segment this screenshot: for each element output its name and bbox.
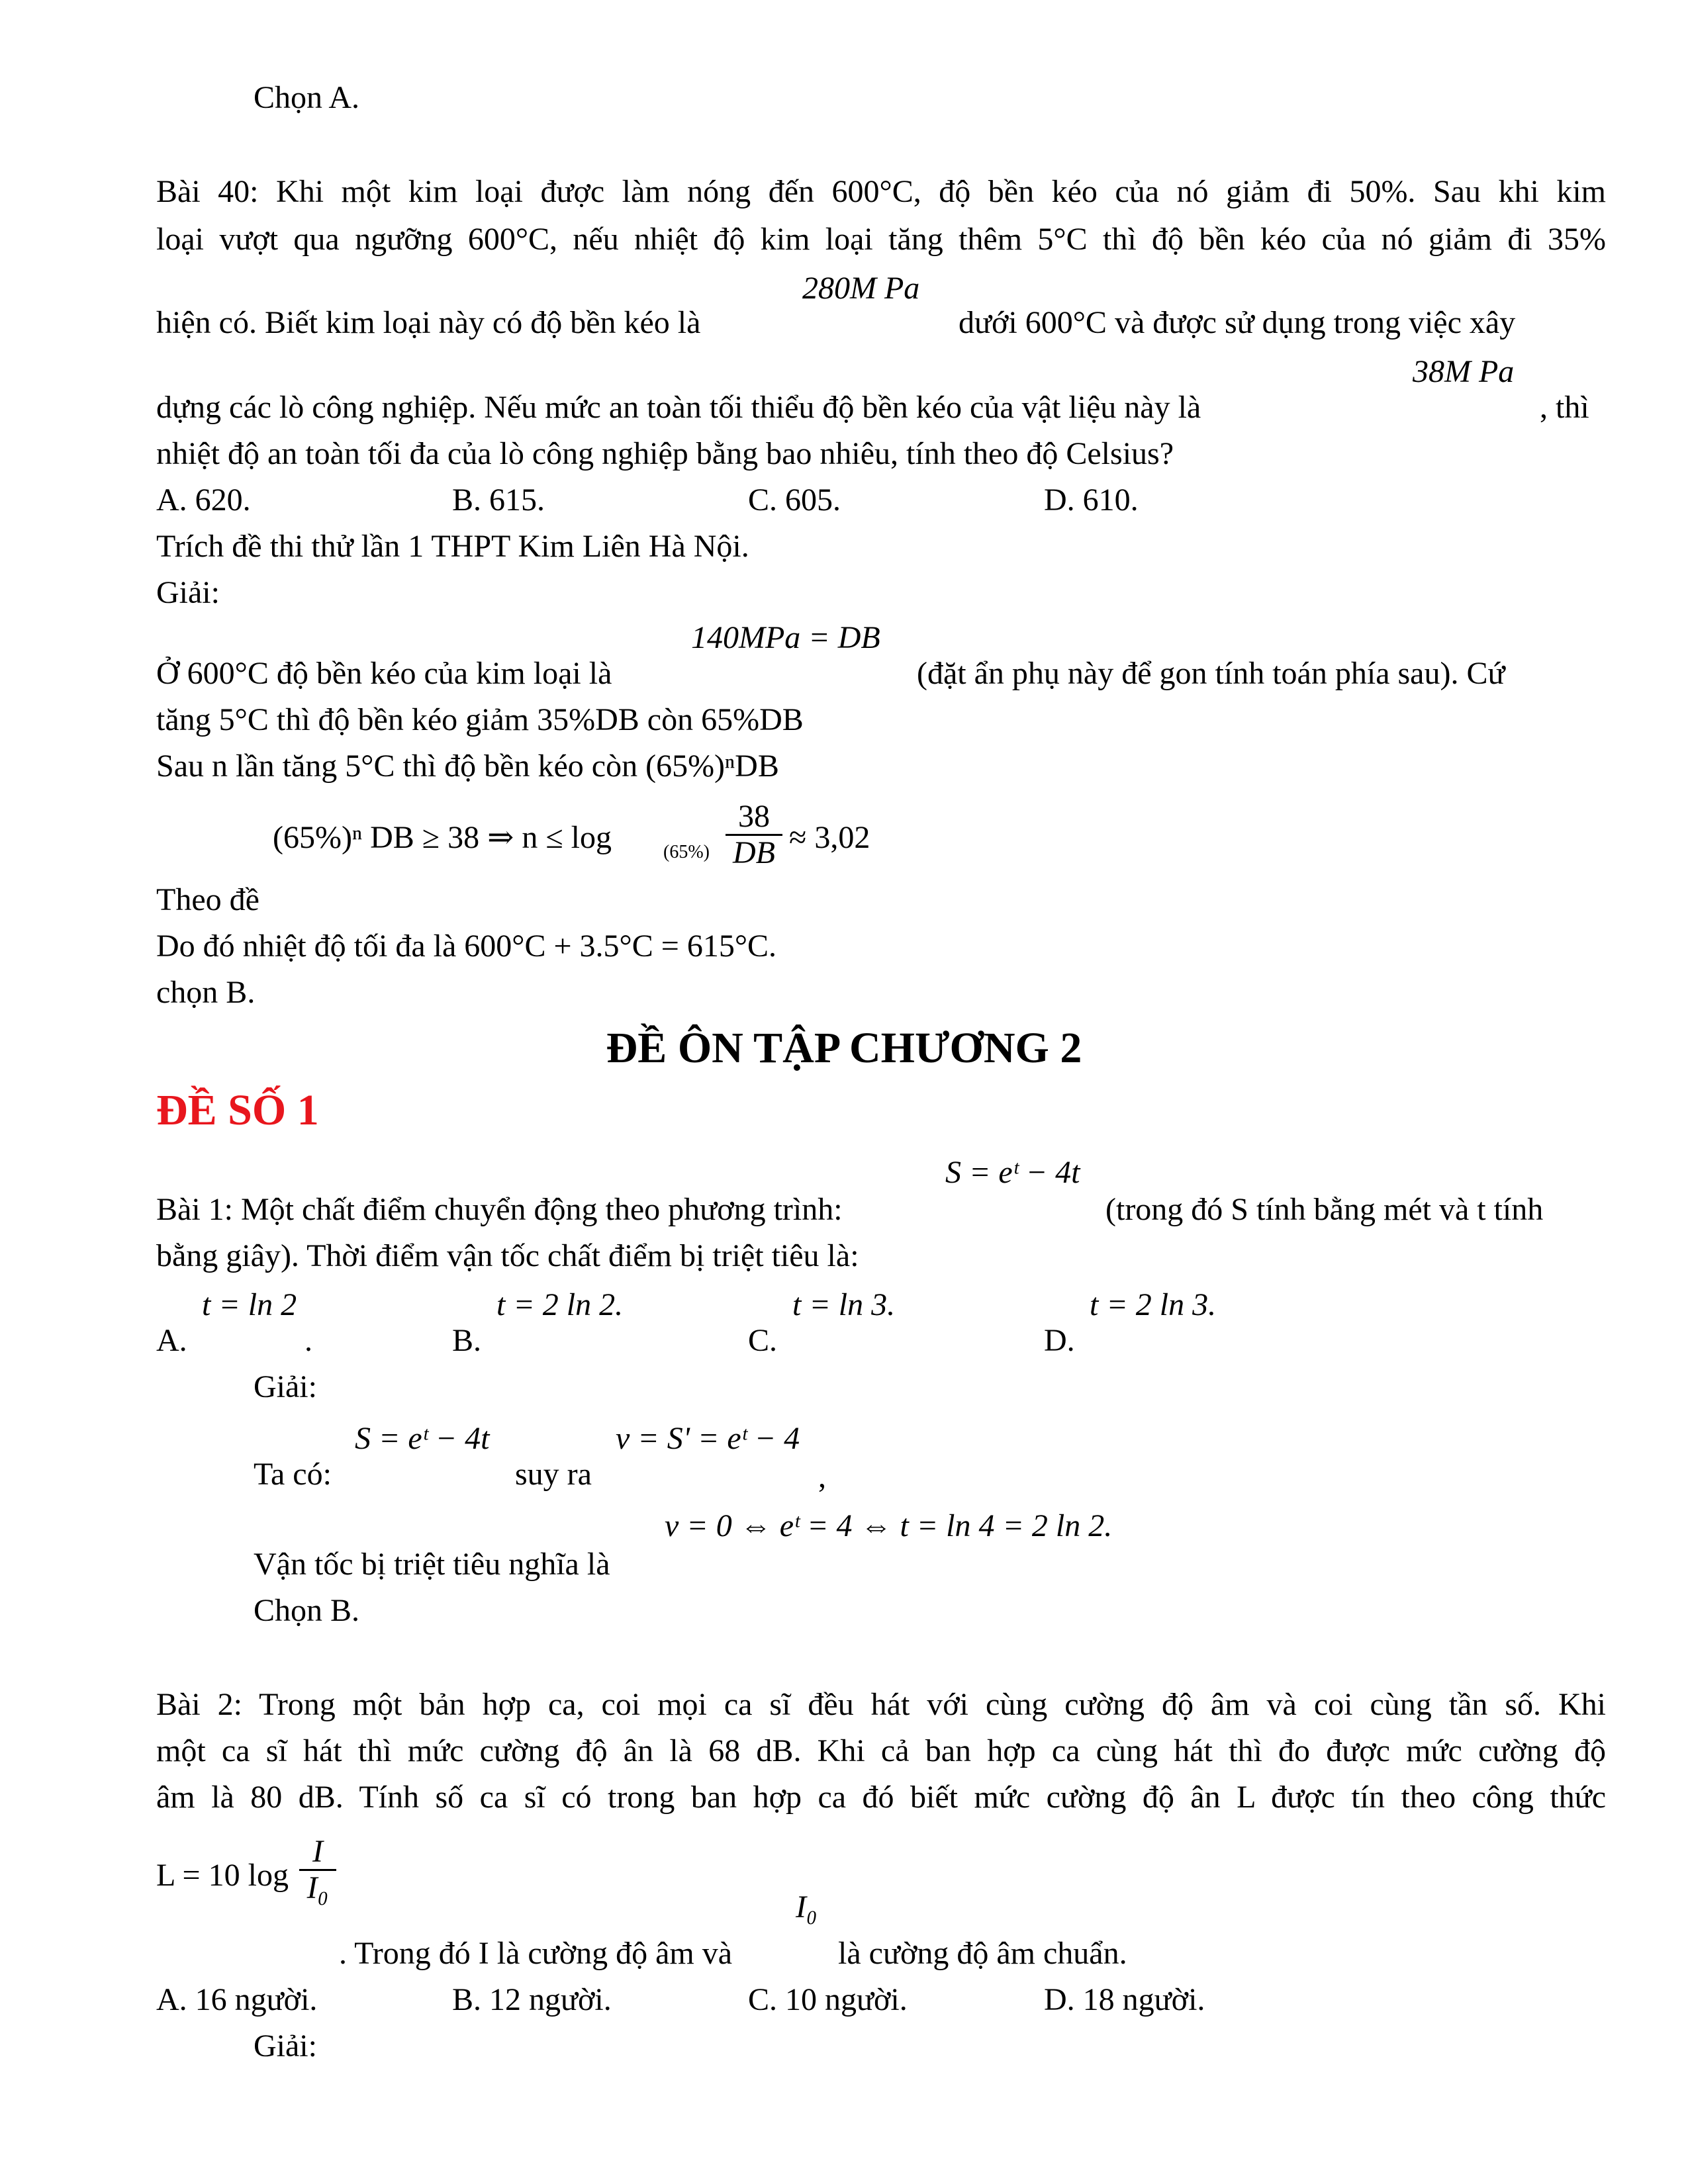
bai2-formula-num: I xyxy=(299,1835,336,1871)
bai1-van-toc: Vận tốc bị triệt tiêu nghĩa là xyxy=(254,1547,610,1582)
bai1-option-letter-a: A. xyxy=(156,1323,187,1358)
bai40-math-38: 38M Pa xyxy=(1413,354,1515,389)
bai40-line2: loại vượt qua ngưỡng 600°C, nếu nhiệt độ kim loại tăng thêm 5°C thì độ bền kéo của nó giảm đi 35% xyxy=(156,222,1606,257)
bai2-giai: Giải: xyxy=(254,2028,317,2064)
bai40-ineq-left: (65%)ⁿ DB ≥ 38 ⇒ n ≤ log xyxy=(273,820,612,855)
bai1-line1a: Bài 1: Một chất điểm chuyển động theo phương trình: xyxy=(156,1192,843,1227)
bai1-option-math-a: t = ln 2 xyxy=(202,1287,297,1322)
bai40-line4b: , thì xyxy=(1540,390,1589,425)
bai1-option-math-b: t = 2 ln 2. xyxy=(496,1287,624,1322)
bai40-ineq-right: ≈ 3,02 xyxy=(789,820,870,855)
bai1-math-eq: S = eᵗ − 4t xyxy=(945,1155,1080,1190)
bai2-line2: một ca sĩ hát thì mức cường độ ân là 68 dB. Khi cả ban hợp ca cùng hát thì đo được mức cường độ xyxy=(156,1733,1606,1768)
bai1-suy-ra: suy ra xyxy=(515,1457,592,1492)
bai2-line1: Bài 2: Trong một bản hợp ca, coi mọi ca sĩ đều hát với cùng cường độ âm và coi cùng tần số. Khi xyxy=(156,1687,1606,1722)
bai1-math-v: v = S' = eᵗ − 4 xyxy=(616,1421,800,1456)
bai2-formula-fraction xyxy=(299,1835,336,1905)
bai40-option-b: B. 615. xyxy=(452,482,545,518)
bai1-option-letter-d: D. xyxy=(1044,1323,1075,1358)
bai40-line5: nhiệt độ an toàn tối đa của lò công nghiệp bằng bao nhiêu, tính theo độ Celsius? xyxy=(156,436,1174,471)
bai40-giai: Giải: xyxy=(156,575,220,610)
bai40-ineq-den: DB xyxy=(733,835,775,870)
bai40-ineq-base: (65%) xyxy=(663,842,710,862)
chon-a-text: Chọn A. xyxy=(254,80,360,115)
bai1-chon: Chọn B. xyxy=(254,1593,360,1628)
bai1-math-s: S = eᵗ − 4t xyxy=(355,1421,490,1456)
bai40-line4a: dựng các lò công nghiệp. Nếu mức an toàn tối thiểu độ bền kéo của vật liệu này là xyxy=(156,390,1201,425)
bai2-option-b: B. 12 người. xyxy=(452,1982,612,2017)
bai40-math-280: 280M Pa xyxy=(802,271,920,306)
bai40-sol3: Sau n lần tăng 5°C thì độ bền kéo còn (65%)ⁿDB xyxy=(156,749,779,784)
bai1-ta-co: Ta có: xyxy=(254,1457,332,1492)
bai40-sol2: tăng 5°C thì độ bền kéo giảm 35%DB còn 65%DB xyxy=(156,702,804,737)
bai40-conclusion: Do đó nhiệt độ tối đa là 600°C + 3.5°C = 615°C. xyxy=(156,929,777,964)
bai2-option-d: D. 18 người. xyxy=(1044,1982,1205,2017)
bai2-formula-left: L = 10 log xyxy=(156,1858,289,1893)
bai1-option-dot-a: . xyxy=(305,1323,312,1358)
bai40-line3a: hiện có. Biết kim loại này có độ bền kéo là xyxy=(156,305,701,340)
bai40-chon: chọn B. xyxy=(156,975,256,1010)
bai40-theo-de: Theo đề xyxy=(156,882,259,917)
bai2-line4b: là cường độ âm chuẩn. xyxy=(838,1936,1127,1971)
bai40-line1: Bài 40: Khi một kim loại được làm nóng đến 600°C, độ bền kéo của nó giảm đi 50%. Sau khi kim xyxy=(156,174,1606,209)
de-so-heading: ĐỀ SỐ 1 xyxy=(156,1086,319,1134)
bai40-source: Trích đề thi thử lần 1 THPT Kim Liên Hà Nội. xyxy=(156,529,749,564)
bai40-sol1b: (đặt ẩn phụ này để gon tính toán phía sau). Cứ xyxy=(917,656,1505,691)
bai40-option-a: A. 620. xyxy=(156,482,251,518)
bai2-option-c: C. 10 người. xyxy=(748,1982,908,2017)
chapter-title: ĐỀ ÔN TẬP CHƯƠNG 2 xyxy=(606,1024,1082,1072)
bai1-line2: bằng giây). Thời điểm vận tốc chất điểm bị triệt tiêu là: xyxy=(156,1238,859,1273)
bai40-option-c: C. 605. xyxy=(748,482,841,518)
bai2-line4a: . Trong đó I là cường độ âm và xyxy=(339,1936,733,1971)
bai40-ineq-fraction xyxy=(726,799,782,870)
bai2-option-a: A. 16 người. xyxy=(156,1982,318,2017)
bai40-sol1a: Ở 600°C độ bền kéo của kim loại là xyxy=(156,656,612,691)
bai1-math-v0: v = 0 ⇔ eᵗ = 4 ⇔ t = ln 4 = 2 ln 2. xyxy=(665,1508,1113,1543)
bai40-math-140: 140MPa = DB xyxy=(691,620,880,655)
bai1-option-math-c: t = ln 3. xyxy=(792,1287,896,1322)
bai2-line3: âm là 80 dB. Tính số ca sĩ có trong ban hợp ca đó biết mức cường độ ân L được tín theo công thức xyxy=(156,1780,1606,1815)
bai40-ineq-num: 38 xyxy=(726,799,782,836)
bai1-comma: , xyxy=(818,1459,826,1494)
bai1-line1b: (trong đó S tính bằng mét và t tính xyxy=(1105,1192,1544,1227)
bai1-giai: Giải: xyxy=(254,1369,317,1404)
bai1-option-letter-c: C. xyxy=(748,1323,778,1358)
bai40-line3b: dưới 600°C và được sử dụng trong việc xây xyxy=(959,305,1516,340)
bai1-option-math-d: t = 2 ln 3. xyxy=(1090,1287,1217,1322)
bai2-i0: I₀ xyxy=(796,1889,818,1925)
bai1-option-letter-b: B. xyxy=(452,1323,482,1358)
bai40-option-d: D. 610. xyxy=(1044,482,1139,518)
bai2-formula-den: I₀ xyxy=(306,1870,329,1905)
